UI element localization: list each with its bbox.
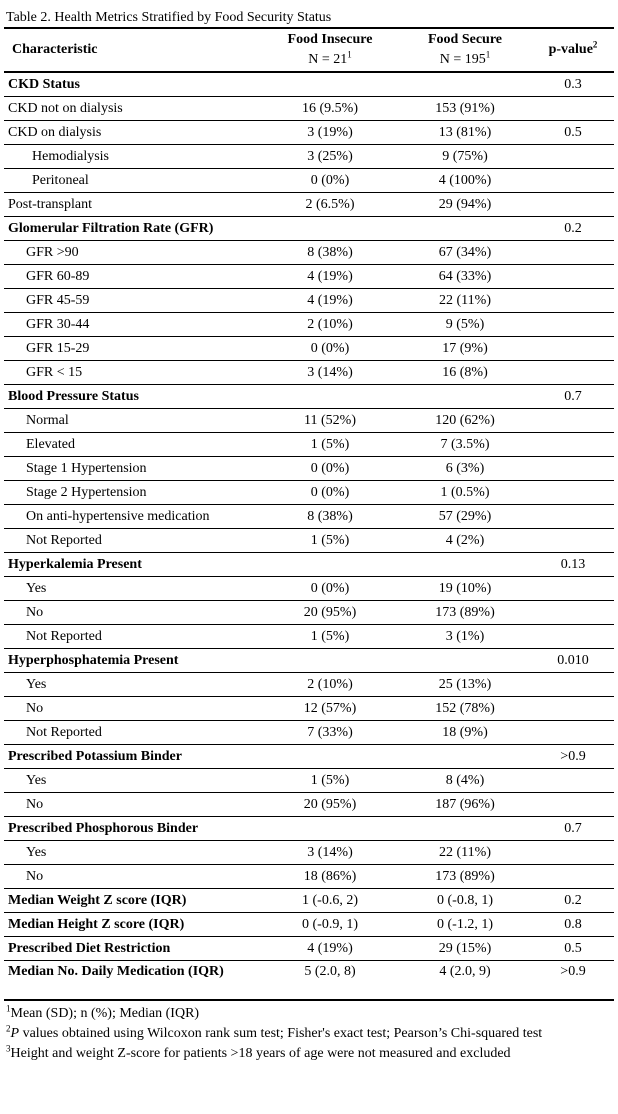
cell-food-insecure [262,817,398,841]
header-secure-n [398,50,532,70]
cell-food-secure: 16 (8%) [398,361,532,385]
row-label: GFR >90 [4,241,262,265]
cell-food-secure [398,745,532,769]
cell-food-insecure [262,217,398,241]
header-insecure-n [262,50,398,70]
table-row [4,193,614,217]
cell-food-secure: 57 (29%) [398,505,532,529]
cell-p-value [532,97,614,121]
row-label: Hemodialysis [4,145,262,169]
table-row [4,121,614,145]
header-insecure-label: Food Insecure [287,32,373,47]
header-characteristic [4,28,262,72]
cell-p-value [532,673,614,697]
footnote-2-sup: 2 [6,1023,11,1034]
table-row [4,145,614,169]
cell-food-insecure: 0 (0%) [262,577,398,601]
table-row [4,97,614,121]
cell-food-insecure: 4 (19%) [262,265,398,289]
row-label: Median Height Z score (IQR) [4,913,262,937]
header-row [4,28,614,72]
table-body [4,72,614,1000]
cell-food-secure: 4 (2%) [398,529,532,553]
table-row [4,601,614,625]
cell-p-value [532,529,614,553]
cell-food-insecure: 0 (0%) [262,169,398,193]
table-row [4,361,614,385]
row-label: CKD not on dialysis [4,97,262,121]
row-label: GFR < 15 [4,361,262,385]
cell-food-insecure: 1 (5%) [262,625,398,649]
cell-food-insecure: 4 (19%) [262,289,398,313]
row-label: GFR 45-59 [4,289,262,313]
footnote-1 [6,1005,614,1023]
table-row [4,721,614,745]
row-label: On anti-hypertensive medication [4,505,262,529]
cell-p-value: >0.9 [532,745,614,769]
cell-food-insecure: 1 (-0.6, 2) [262,889,398,913]
cell-p-value [532,625,614,649]
cell-food-insecure: 2 (6.5%) [262,193,398,217]
cell-p-value [532,313,614,337]
cell-food-insecure: 0 (0%) [262,337,398,361]
row-label: GFR 15-29 [4,337,262,361]
row-label: Hyperkalemia Present [4,553,262,577]
cell-p-value [532,601,614,625]
table-row [4,937,614,961]
cell-p-value [532,289,614,313]
header-p-value [532,28,614,72]
row-label: Post-transplant [4,193,262,217]
row-label: No [4,601,262,625]
row-label: CKD on dialysis [4,121,262,145]
footnote-3 [6,1045,614,1063]
table-row [4,625,614,649]
cell-food-insecure: 16 (9.5%) [262,97,398,121]
cell-p-value [532,433,614,457]
row-label: Median No. Daily Medication (IQR) [4,961,262,1001]
cell-food-secure: 8 (4%) [398,769,532,793]
cell-food-insecure: 1 (5%) [262,769,398,793]
row-label: Stage 2 Hypertension [4,481,262,505]
cell-p-value: 0.5 [532,937,614,961]
footnote-2-text: values obtained using Wilcoxon rank sum test; Fisher's exact test; Pearson’s Chi-squared test [19,1026,543,1041]
cell-food-secure: 4 (2.0, 9) [398,961,532,1001]
table-row [4,841,614,865]
table-row [4,745,614,769]
header-p-label: p-value [548,42,593,57]
footnote-3-sup: 3 [6,1043,11,1054]
row-label: No [4,865,262,889]
cell-food-secure: 29 (15%) [398,937,532,961]
cell-p-value: 0.5 [532,121,614,145]
cell-food-insecure: 2 (10%) [262,673,398,697]
table-row [4,817,614,841]
table-row [4,505,614,529]
cell-food-insecure: 0 (0%) [262,457,398,481]
cell-p-value [532,457,614,481]
cell-p-value [532,697,614,721]
cell-food-secure [398,217,532,241]
row-label: CKD Status [4,72,262,97]
cell-food-insecure: 18 (86%) [262,865,398,889]
cell-p-value: 0.2 [532,889,614,913]
cell-food-insecure: 12 (57%) [262,697,398,721]
row-label: Not Reported [4,721,262,745]
cell-p-value [532,337,614,361]
secure-n-sup: 1 [485,49,491,60]
table-row [4,793,614,817]
table-row [4,769,614,793]
table-row [4,409,614,433]
insecure-n-sup: 1 [347,49,352,60]
cell-food-insecure: 0 (0%) [262,481,398,505]
footnote-2-italic: P [10,1026,20,1041]
cell-food-secure: 22 (11%) [398,841,532,865]
cell-food-insecure: 20 (95%) [262,793,398,817]
cell-p-value [532,361,614,385]
header-food-insecure [262,28,398,72]
cell-food-secure: 0 (-1.2, 1) [398,913,532,937]
footnotes [4,1005,614,1063]
cell-p-value [532,265,614,289]
cell-food-secure: 3 (1%) [398,625,532,649]
cell-p-value [532,241,614,265]
cell-food-insecure: 7 (33%) [262,721,398,745]
row-label: Prescribed Potassium Binder [4,745,262,769]
table-row [4,72,614,97]
cell-food-secure: 0 (-0.8, 1) [398,889,532,913]
footnote-1-sup: 1 [6,1003,11,1014]
table-row [4,961,614,1001]
cell-p-value: >0.9 [532,961,614,1001]
cell-food-insecure [262,72,398,97]
cell-p-value [532,169,614,193]
cell-food-secure [398,553,532,577]
table-row [4,913,614,937]
row-label: No [4,793,262,817]
cell-food-insecure: 5 (2.0, 8) [262,961,398,1001]
cell-food-secure: 9 (5%) [398,313,532,337]
cell-p-value [532,481,614,505]
cell-food-insecure: 11 (52%) [262,409,398,433]
insecure-n-text: N = 21 [308,52,348,67]
cell-food-secure: 13 (81%) [398,121,532,145]
row-label: Prescribed Diet Restriction [4,937,262,961]
cell-p-value [532,409,614,433]
row-label: Not Reported [4,529,262,553]
row-label: Glomerular Filtration Rate (GFR) [4,217,262,241]
cell-food-secure [398,72,532,97]
row-label: Not Reported [4,625,262,649]
cell-food-insecure: 20 (95%) [262,601,398,625]
cell-food-secure: 17 (9%) [398,337,532,361]
row-label: GFR 60-89 [4,265,262,289]
cell-food-insecure: 0 (-0.9, 1) [262,913,398,937]
cell-food-secure: 67 (34%) [398,241,532,265]
cell-food-secure: 153 (91%) [398,97,532,121]
table-row [4,265,614,289]
p-value-sup: 2 [592,39,598,50]
table-row [4,865,614,889]
footnote-1-text: Mean (SD); n (%); Median (IQR) [10,1006,200,1021]
row-label: Stage 1 Hypertension [4,457,262,481]
table-row [4,481,614,505]
row-label: Median Weight Z score (IQR) [4,889,262,913]
cell-food-secure: 25 (13%) [398,673,532,697]
secure-n-text: N = 195 [439,52,486,67]
cell-food-insecure: 8 (38%) [262,505,398,529]
cell-food-insecure [262,385,398,409]
table-row [4,697,614,721]
cell-food-secure: 6 (3%) [398,457,532,481]
cell-p-value: 0.8 [532,913,614,937]
header-secure-label: Food Secure [427,32,502,47]
cell-food-insecure: 3 (25%) [262,145,398,169]
cell-food-insecure: 3 (14%) [262,841,398,865]
cell-food-secure: 187 (96%) [398,793,532,817]
table-row [4,169,614,193]
cell-food-secure [398,385,532,409]
cell-p-value: 0.3 [532,72,614,97]
row-label: Prescribed Phosphorous Binder [4,817,262,841]
cell-p-value [532,721,614,745]
row-label: Hyperphosphatemia Present [4,649,262,673]
cell-food-insecure: 1 (5%) [262,433,398,457]
table-row [4,289,614,313]
row-label: Yes [4,769,262,793]
cell-food-insecure: 8 (38%) [262,241,398,265]
cell-food-insecure: 1 (5%) [262,529,398,553]
cell-p-value [532,865,614,889]
cell-food-secure: 22 (11%) [398,289,532,313]
table-row [4,529,614,553]
cell-food-secure [398,817,532,841]
row-label: Normal [4,409,262,433]
cell-food-insecure: 4 (19%) [262,937,398,961]
cell-p-value [532,577,614,601]
cell-p-value [532,769,614,793]
table-row [4,649,614,673]
table-row [4,337,614,361]
cell-food-insecure: 3 (19%) [262,121,398,145]
cell-food-secure: 152 (78%) [398,697,532,721]
cell-food-secure: 7 (3.5%) [398,433,532,457]
footnote-2 [6,1025,614,1043]
cell-p-value [532,793,614,817]
table-row [4,241,614,265]
cell-p-value: 0.13 [532,553,614,577]
cell-p-value: 0.7 [532,385,614,409]
table-row [4,577,614,601]
cell-p-value: 0.2 [532,217,614,241]
table-row [4,553,614,577]
table-caption: Table 2. Health Metrics Stratified by Food Security Status [6,10,332,25]
cell-food-secure: 120 (62%) [398,409,532,433]
footnote-3-text: Height and weight Z-score for patients >18 years of age were not measured and excluded [10,1046,511,1061]
cell-p-value [532,145,614,169]
cell-food-secure: 173 (89%) [398,601,532,625]
row-label: Yes [4,673,262,697]
table-row [4,313,614,337]
cell-food-secure: 18 (9%) [398,721,532,745]
table-row [4,673,614,697]
health-metrics-table [4,27,614,1001]
cell-p-value: 0.010 [532,649,614,673]
table-row [4,889,614,913]
cell-food-insecure [262,649,398,673]
cell-p-value: 0.7 [532,817,614,841]
cell-food-secure: 29 (94%) [398,193,532,217]
cell-p-value [532,193,614,217]
row-label: No [4,697,262,721]
cell-food-secure: 19 (10%) [398,577,532,601]
table-page [4,0,614,1063]
cell-food-insecure: 3 (14%) [262,361,398,385]
header-characteristic-label: Characteristic [12,42,98,57]
cell-food-secure: 64 (33%) [398,265,532,289]
cell-food-secure: 9 (75%) [398,145,532,169]
row-label: Yes [4,841,262,865]
row-label: Yes [4,577,262,601]
cell-food-secure: 173 (89%) [398,865,532,889]
table-row [4,457,614,481]
cell-food-insecure [262,745,398,769]
header-food-secure [398,28,532,72]
cell-p-value [532,505,614,529]
table-row [4,433,614,457]
row-label: GFR 30-44 [4,313,262,337]
row-label: Peritoneal [4,169,262,193]
cell-food-insecure: 2 (10%) [262,313,398,337]
row-label: Blood Pressure Status [4,385,262,409]
row-label: Elevated [4,433,262,457]
table-row [4,385,614,409]
cell-food-secure: 4 (100%) [398,169,532,193]
cell-food-insecure [262,553,398,577]
table-row [4,217,614,241]
cell-food-secure: 1 (0.5%) [398,481,532,505]
cell-p-value [532,841,614,865]
cell-food-secure [398,649,532,673]
